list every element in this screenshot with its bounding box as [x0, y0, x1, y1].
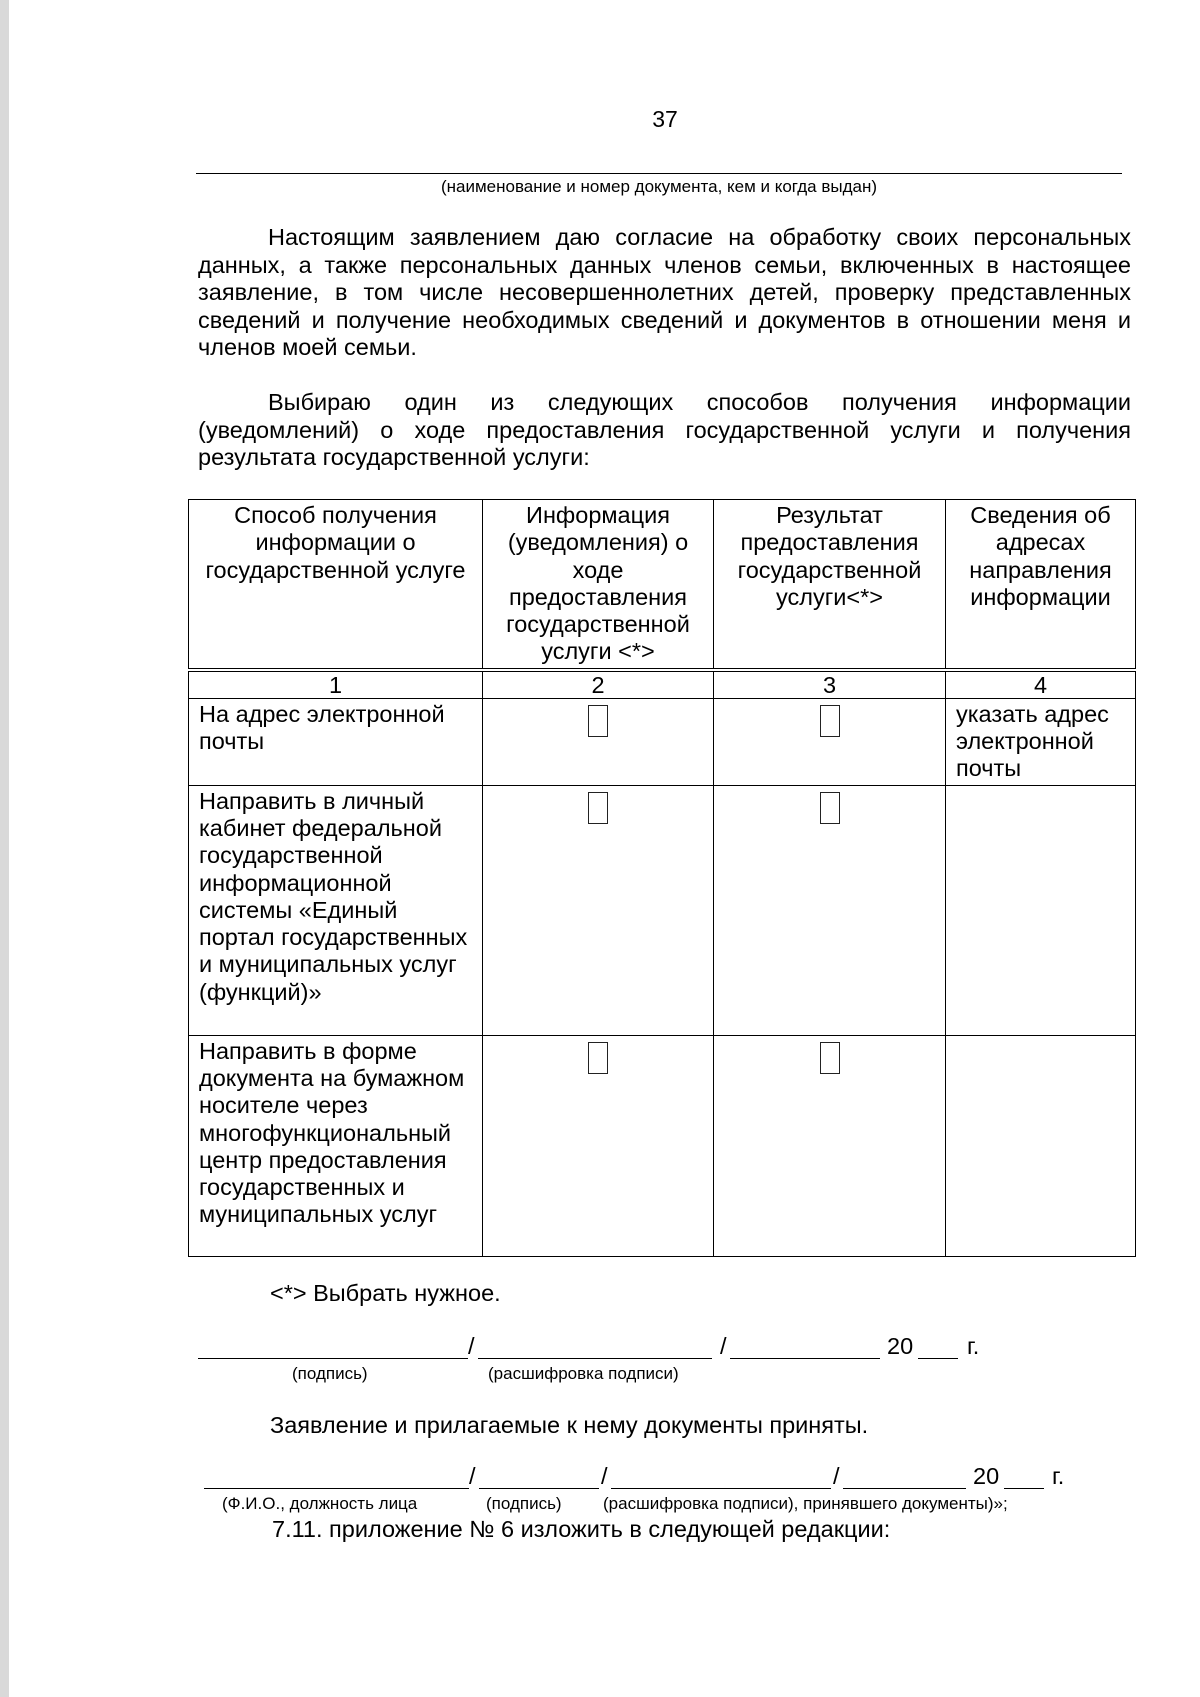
column-number: 1	[189, 670, 483, 699]
delivery-method-table	[188, 499, 1136, 1257]
mfc-result-checkbox[interactable]	[820, 1042, 840, 1074]
column-number: 2	[483, 670, 714, 699]
address-info-cell	[946, 785, 1136, 1035]
consent-paragraph: Настоящим заявлением даю согласие на обработку своих персональных данных, а также персональных данных членов семьи, включенных в настоящее заявление, в том числе несовершеннолетних детей, проверку представленных сведений и получение необходимых сведений и документов в отношении меня и членов моей семьи.	[198, 224, 1131, 360]
slash: /	[601, 1463, 608, 1489]
table-row	[189, 698, 1136, 785]
choice-paragraph: Выбираю один из следующих способов получения информации (уведомлений) о ходе предоставления государственной услуги и получения результата государственной услуги:	[198, 389, 1131, 470]
official-signature-field[interactable]	[479, 1488, 599, 1489]
slash: /	[469, 1463, 476, 1489]
page-number: 37	[652, 106, 678, 132]
slash: /	[833, 1463, 840, 1489]
email-result-checkbox[interactable]	[820, 705, 840, 737]
email-notification-checkbox[interactable]	[588, 705, 608, 737]
column-number: 3	[714, 670, 946, 699]
official-name-label: (Ф.И.О., должность лица	[222, 1494, 418, 1513]
address-info-cell	[946, 1035, 1136, 1256]
official-signature-label: (подпись)	[486, 1494, 562, 1513]
portal-result-checkbox[interactable]	[820, 792, 840, 824]
slash: /	[468, 1333, 475, 1359]
closing-text: 7.11. приложение № 6 изложить в следующей редакции:	[272, 1516, 891, 1542]
method-cell: На адрес электронной почты	[189, 698, 483, 785]
table-header-row	[189, 500, 1136, 670]
date-field[interactable]	[730, 1358, 880, 1359]
slash: /	[720, 1333, 727, 1359]
mfc-notification-checkbox[interactable]	[588, 1042, 608, 1074]
header-method: Способ получения информации о государственной услуге	[189, 500, 483, 670]
header-addresses: Сведения об адресах направления информации	[946, 500, 1136, 670]
column-number: 4	[946, 670, 1136, 699]
year-suffix: г.	[967, 1333, 980, 1359]
portal-notification-checkbox[interactable]	[588, 792, 608, 824]
year-field[interactable]	[1004, 1488, 1044, 1489]
document-field-line	[196, 173, 1122, 174]
table-row	[189, 785, 1136, 1035]
official-decoding-label: (расшифровка подписи), принявшего документы)»;	[603, 1494, 1008, 1513]
address-info-cell: указать адрес электронной почты	[946, 698, 1136, 785]
accepted-text: Заявление и прилагаемые к нему документы приняты.	[270, 1412, 869, 1438]
footnote: <*> Выбрать нужное.	[270, 1280, 501, 1306]
year-prefix: 20	[887, 1333, 914, 1359]
signature-label: (подпись)	[292, 1364, 368, 1383]
document-field-caption: (наименование и номер документа, кем и когда выдан)	[440, 177, 878, 196]
official-decoding-field[interactable]	[611, 1488, 831, 1489]
decoding-label: (расшифровка подписи)	[488, 1364, 679, 1383]
header-notifications: Информация (уведомления) о ходе предоставления государственной услуги <*>	[483, 500, 714, 670]
signature-decoding-field[interactable]	[478, 1358, 712, 1359]
scan-edge	[0, 0, 9, 1697]
header-result: Результат предоставления государственной услуги<*>	[714, 500, 946, 670]
official-name-field[interactable]	[204, 1488, 469, 1489]
table-row	[189, 1035, 1136, 1256]
year-prefix: 20	[973, 1463, 1000, 1489]
method-cell: Направить в форме документа на бумажном носителе через многофункциональный центр предоставления государственных и муниципальных услуг	[189, 1035, 483, 1256]
method-cell: Направить в личный кабинет федеральной государственной информационной системы «Единый портал государственных и муниципальных услуг (функций)»	[189, 785, 483, 1035]
year-field[interactable]	[918, 1358, 958, 1359]
year-suffix: г.	[1052, 1463, 1065, 1489]
signature-field[interactable]	[198, 1358, 468, 1359]
column-number-row	[189, 670, 1136, 699]
acceptance-date-field[interactable]	[843, 1488, 966, 1489]
